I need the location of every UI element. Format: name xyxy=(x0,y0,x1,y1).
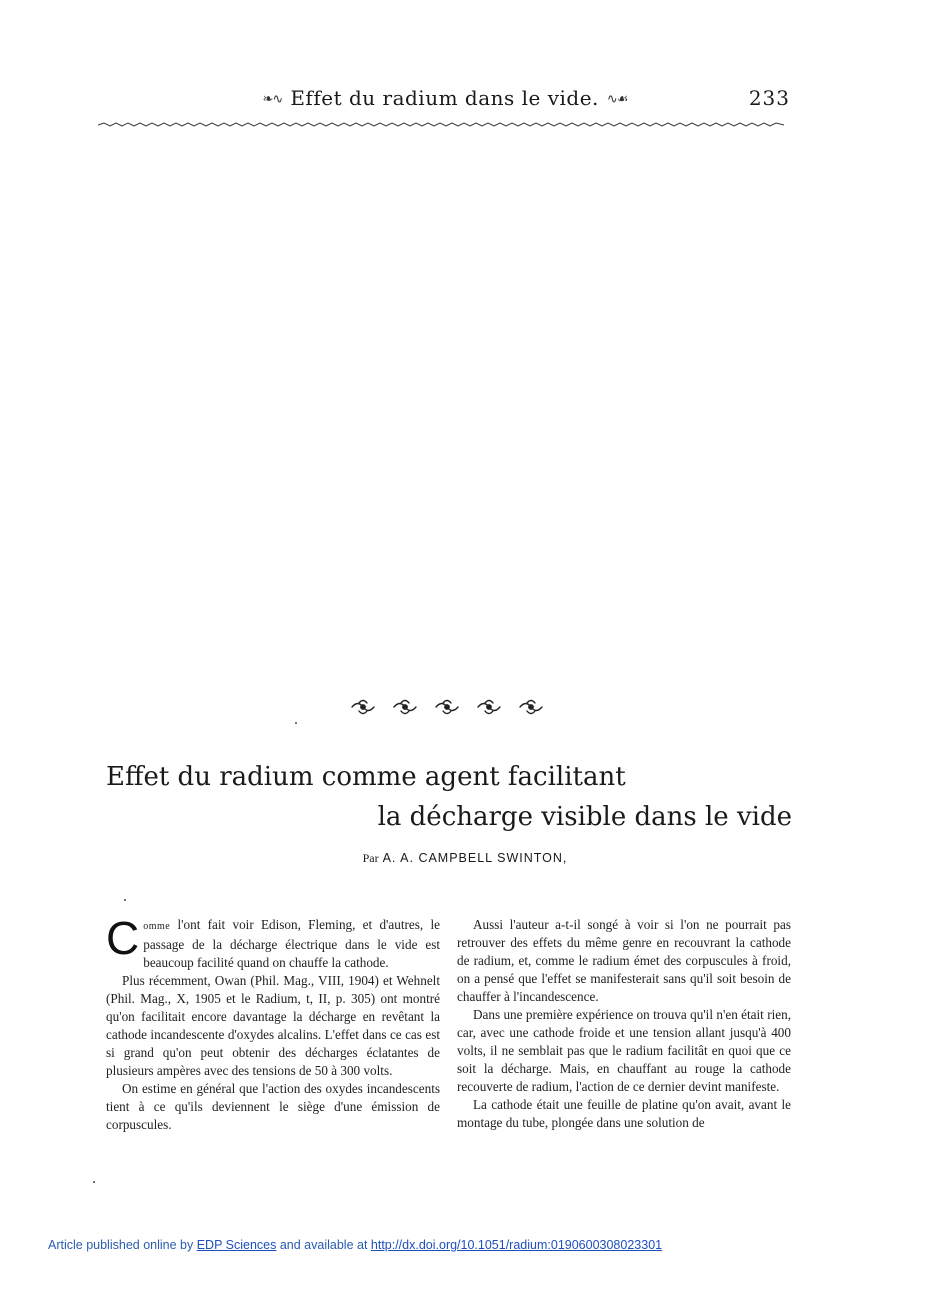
scan-speck xyxy=(93,1181,95,1183)
paragraph: On estime en général que l'action des oxydes incandescents tient à ce qu'ils deviennent le siège d'une émission de corpuscules. xyxy=(106,1081,440,1132)
article-title xyxy=(106,758,792,832)
scan-speck xyxy=(295,722,297,724)
doi-link[interactable]: http://dx.doi.org/10.1051/radium:0190600308023301 xyxy=(370,1238,663,1252)
fleuron-icon xyxy=(478,701,500,714)
fleuron-icon xyxy=(520,701,542,714)
fleuron-icon xyxy=(436,701,458,714)
byline-prefix: Par xyxy=(362,851,379,865)
scan-speck xyxy=(124,899,126,901)
running-title: Effet du radium dans le vide. xyxy=(290,86,599,110)
decorative-rule xyxy=(98,122,784,127)
footer-middle: and available at xyxy=(276,1238,371,1252)
body-column-right xyxy=(457,916,791,1132)
page-number: 233 xyxy=(748,86,790,110)
byline xyxy=(0,851,930,866)
running-head xyxy=(100,86,790,116)
article-title-line-2: la décharge visible dans le vide xyxy=(377,802,792,832)
body-column-left xyxy=(106,912,440,1134)
publisher-link[interactable]: EDP Sciences xyxy=(196,1238,277,1252)
fleuron-icon xyxy=(394,701,416,714)
footer-prefix: Article published online by xyxy=(48,1238,197,1252)
author-name: A. A. CAMPBELL SWINTON, xyxy=(382,851,568,865)
left-ornament-icon: ❧∿ xyxy=(262,92,283,107)
drop-cap: C xyxy=(106,912,140,964)
article-title-line-1: Effet du radium comme agent facilitant xyxy=(106,762,626,792)
running-title-block xyxy=(100,86,790,110)
paragraph: Aussi l'auteur a-t-il songé à voir si l'on ne pourrait pas retrouver des effets du même genre en recouvrant la cathode de radium, et, comme le radium émet des corpuscules à froid, on a pensé que l'effet se manifesterait sans qu'il soit besoin de chauffer à l'incandescence. xyxy=(457,917,791,1004)
fleuron-icon xyxy=(352,701,374,714)
paragraph: Plus récemment, Owan (Phil. Mag., VIII, 1904) et Wehnelt (Phil. Mag., X, 1905 et le Radium, t, II, p. 305) ont montré qu'on facilitait encore davantage la décharge en revêtant la cathode incandescente d'oxydes alcalins. L'effet dans ce cas est si grand qu'on peut obtenir des décharges éclatantes de plusieurs ampères avec des tensions de 50 à 300 volts. xyxy=(106,973,440,1078)
section-ornament-row xyxy=(348,696,550,718)
paragraph-text: l'ont fait voir Edison, Fleming, et d'autres, le passage de la décharge électrique dans le vide est beaucoup facilité quand on chauffe la cathode. xyxy=(143,917,440,970)
paragraph xyxy=(106,912,440,972)
small-caps-opening: omme xyxy=(143,921,171,932)
paragraph: Dans une première expérience on trouva qu'il n'en était rien, car, avec une cathode froide et une tension allant jusqu'à 400 volts, il ne semblait pas que le radium facilitât en quoi que ce soit la décharge. Mais, en chauffant au rouge la cathode recouverte de radium, l'action de ce dernier devint manifeste. xyxy=(457,1007,791,1094)
publication-footer xyxy=(48,1238,662,1252)
paragraph: La cathode était une feuille de platine qu'on avait, avant le montage du tube, plongée dans une solution de xyxy=(457,1097,791,1130)
right-ornament-icon: ∿☙ xyxy=(606,92,628,107)
